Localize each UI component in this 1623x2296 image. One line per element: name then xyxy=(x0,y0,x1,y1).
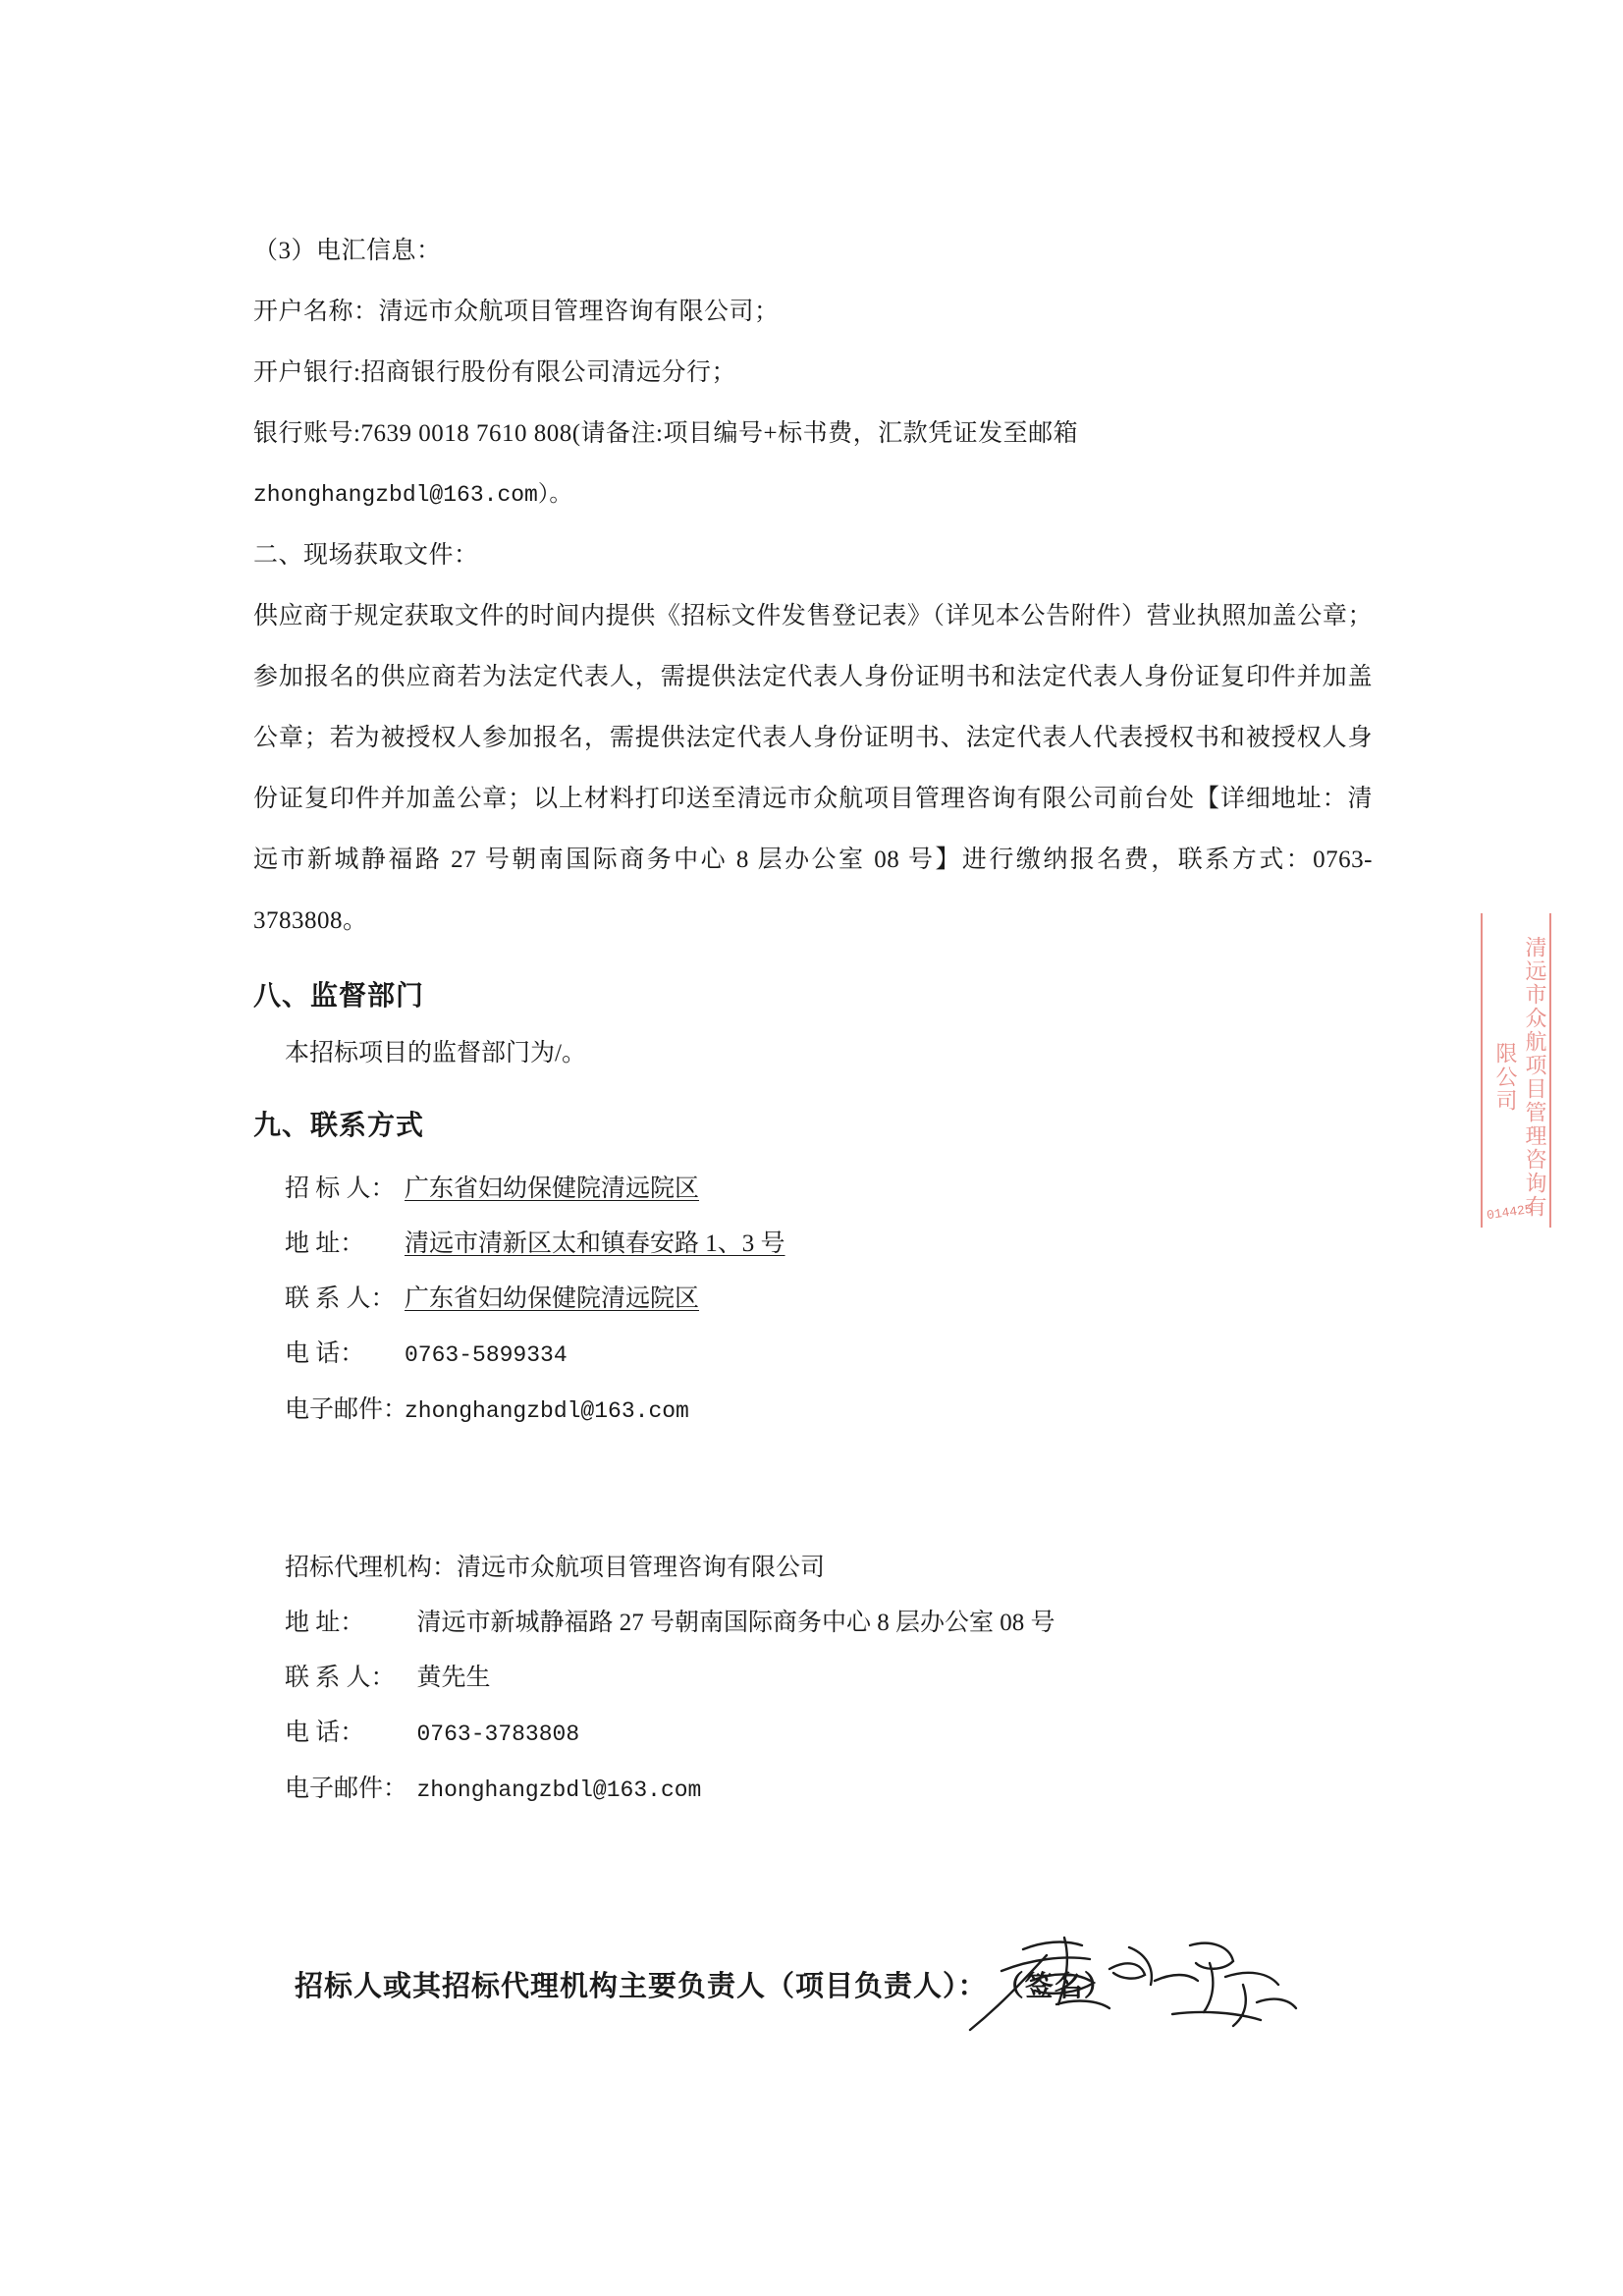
supervision-heading: 八、监督部门 xyxy=(253,981,425,1011)
onsite-section-body: 供应商于规定获取文件的时间内提供《招标文件发售登记表》（详见本公告附件）营业执照加盖公章；参加报名的供应商若为法定代表人，需提供法定代表人身份证明书和法定代表人身份证复印件并加盖公章；若为被授权人参加报名，需提供法定代表人身份证明书、法定代表人代表授权书和被授权人身份证复印件并加盖公章；以上材料打印送至清远市众航项目管理咨询有限公司前台处【详细地址：清远市新城静福路 27 号朝南国际商务中心 8 层办公室 08 号】进行缴纳报名费，联系方式：0763-3783808。 xyxy=(253,603,1373,934)
seal-code: 014425 xyxy=(1486,1201,1534,1224)
document-body xyxy=(253,221,1373,1818)
wire-transfer-section-label: （3）电汇信息： xyxy=(253,238,442,264)
onsite-section-title: 二、现场获取文件： xyxy=(253,542,479,569)
tenderer-phone-label: 电 话： xyxy=(285,1340,365,1367)
tenderer-label: 招 标 人： xyxy=(285,1175,396,1202)
tenderer-person-label: 联 系 人： xyxy=(285,1285,396,1312)
agency-address-label: 地 址： xyxy=(285,1610,365,1636)
agency-name-value: 清远市众航项目管理咨询有限公司 xyxy=(457,1555,826,1581)
agency-person-value: 黄先生 xyxy=(416,1665,491,1691)
agency-contact-block xyxy=(253,1541,1373,1818)
agency-email-label: 电子邮件： xyxy=(285,1776,408,1802)
contact-heading: 九、联系方式 xyxy=(253,1111,425,1141)
agency-person-row xyxy=(285,1651,1373,1706)
wire-transfer-account-name: 开户名称：清远市众航项目管理咨询有限公司； xyxy=(253,299,780,325)
tenderer-email-label: 电子邮件： xyxy=(285,1396,408,1423)
agency-name-row xyxy=(285,1541,1373,1596)
tenderer-phone-value: 0763-5899334 xyxy=(405,1342,568,1368)
handwritten-signature xyxy=(962,1920,1316,2048)
supervision-body: 本招标项目的监督部门为/。 xyxy=(285,1040,586,1066)
tenderer-address-value: 清远市清新区太和镇春安路 1、3 号 xyxy=(405,1230,785,1257)
agency-address-row xyxy=(285,1596,1373,1651)
contact-gap xyxy=(253,1439,1373,1511)
signature-line: 招标人或其招标代理机构主要负责人（项目负责人）： （签名） xyxy=(295,1971,1113,2002)
agency-phone-row xyxy=(285,1706,1373,1762)
wire-transfer-account-number: 银行账号:7639 0018 7610 808(请备注:项目编号+标书费，汇款凭证发至邮箱 xyxy=(253,420,1079,447)
tenderer-row xyxy=(285,1162,1373,1217)
tenderer-value: 广东省妇幼保健院清远院区 xyxy=(405,1175,700,1202)
wire-transfer-email: zhonghangzbdl@163.com）。 xyxy=(253,482,572,508)
wire-transfer-bank-name: 开户银行:招商银行股份有限公司清远分行； xyxy=(253,359,736,386)
tenderer-person-row xyxy=(285,1272,1373,1327)
agency-person-label: 联 系 人： xyxy=(285,1665,396,1691)
red-company-seal xyxy=(1481,913,1551,1228)
tenderer-email-value: zhonghangzbdl@163.com xyxy=(405,1398,689,1424)
tenderer-address-row xyxy=(285,1217,1373,1272)
tenderer-person-value: 广东省妇幼保健院清远院区 xyxy=(405,1285,700,1312)
agency-address-value: 清远市新城静福路 27 号朝南国际商务中心 8 层办公室 08 号 xyxy=(416,1610,1055,1636)
tenderer-email-row xyxy=(285,1383,1373,1439)
seal-text: 清远市众航项目管理咨询有限公司 xyxy=(1481,913,1551,1228)
agency-email-value: zhonghangzbdl@163.com xyxy=(416,1777,702,1803)
tenderer-phone-row xyxy=(285,1327,1373,1383)
tenderer-contact-block xyxy=(253,1162,1373,1439)
agency-phone-label: 电 话： xyxy=(285,1720,365,1746)
agency-email-row xyxy=(285,1762,1373,1818)
tenderer-address-label: 地 址： xyxy=(285,1230,365,1257)
agency-phone-value: 0763-3783808 xyxy=(416,1722,580,1747)
agency-name-label: 招标代理机构： xyxy=(285,1555,458,1581)
